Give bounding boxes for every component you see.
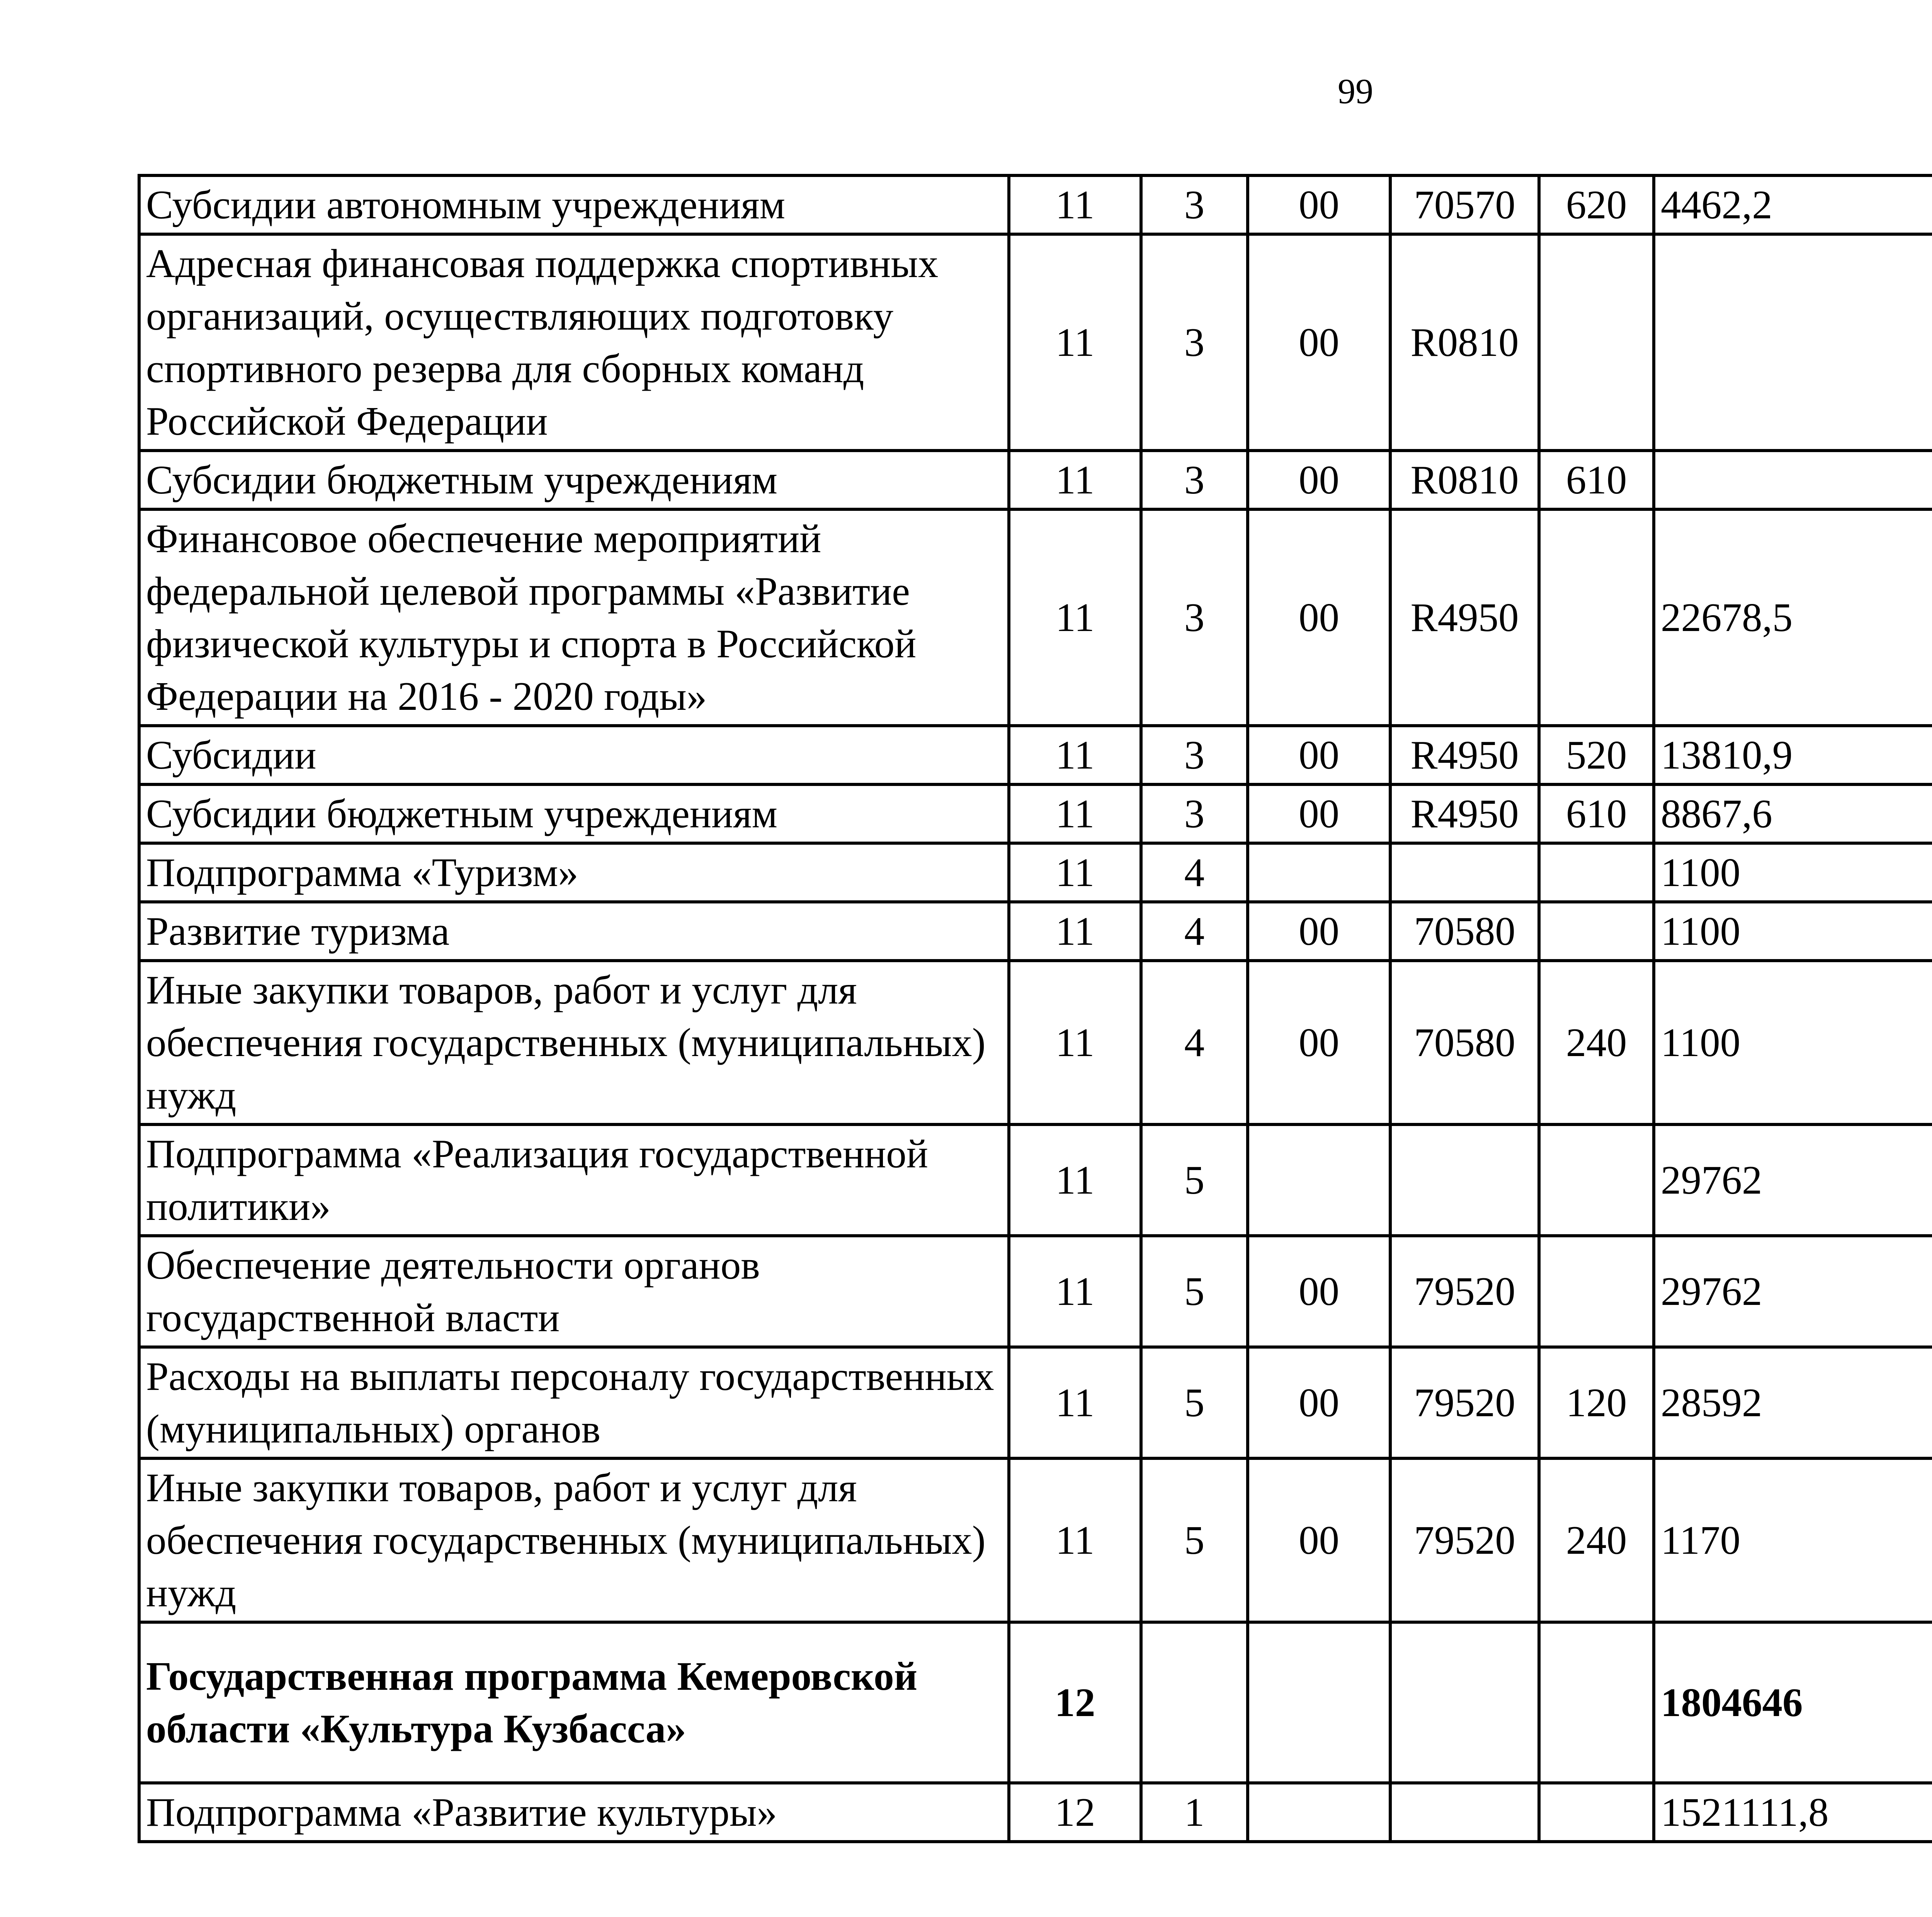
row-name: Обеспечение деятельности органов государственной власти [139,1236,1009,1347]
direction-code [1390,1124,1539,1236]
expense-type-code [1539,902,1654,961]
section-code: 11 [1009,843,1141,902]
amount-year-1: 1170 [1654,1458,1932,1622]
direction-code: 79520 [1390,1347,1539,1458]
table-row [139,234,1932,451]
program-code: 00 [1248,902,1390,961]
row-name: Иные закупки товаров, работ и услуг для обеспечения государственных (муниципальных) нужд [139,961,1009,1124]
expense-type-code [1539,1236,1654,1347]
program-code [1248,1622,1390,1783]
subsection-code: 5 [1141,1236,1248,1347]
section-code: 11 [1009,1458,1141,1622]
expense-type-code: 610 [1539,784,1654,843]
table-row [139,902,1932,961]
program-code: 00 [1248,1347,1390,1458]
table-row [139,843,1932,902]
table-row [139,1347,1932,1458]
row-name: Субсидии бюджетным учреждениям [139,784,1009,843]
row-name: Финансовое обеспечение мероприятий федеральной целевой программы «Развитие физической культуры и спорта в Российской Федерации на 2016 - 2020 годы» [139,509,1009,726]
program-code [1248,843,1390,902]
amount-year-1: 13810,9 [1654,726,1932,784]
section-code: 11 [1009,726,1141,784]
table-row [139,1124,1932,1236]
direction-code [1390,843,1539,902]
amount-year-1: 4462,2 [1654,175,1932,234]
subsection-code: 3 [1141,234,1248,451]
amount-year-1: 22678,5 [1654,509,1932,726]
program-code: 00 [1248,509,1390,726]
amount-year-1 [1654,234,1932,451]
table-row [139,1236,1932,1347]
direction-code: 79520 [1390,1236,1539,1347]
subsection-code: 3 [1141,784,1248,843]
table-row [139,1458,1932,1622]
table-row [139,175,1932,234]
subsection-code: 3 [1141,451,1248,509]
page-number: 99 [1338,71,1373,111]
budget-table [138,174,1932,1843]
table-row [139,784,1932,843]
amount-year-1: 29762 [1654,1124,1932,1236]
amount-year-1: 1521111,8 [1654,1783,1932,1842]
amount-year-1: 8867,6 [1654,784,1932,843]
subsection-code: 5 [1141,1124,1248,1236]
expense-type-code: 520 [1539,726,1654,784]
row-name: Иные закупки товаров, работ и услуг для обеспечения государственных (муниципальных) нужд [139,1458,1009,1622]
direction-code: 70570 [1390,175,1539,234]
table-row [139,1783,1932,1842]
section-code: 11 [1009,1124,1141,1236]
amount-year-1 [1654,451,1932,509]
subsection-code: 5 [1141,1458,1248,1622]
expense-type-code: 240 [1539,1458,1654,1622]
subsection-code: 4 [1141,961,1248,1124]
subsection-code: 3 [1141,509,1248,726]
direction-code [1390,1783,1539,1842]
subsection-code: 3 [1141,726,1248,784]
program-code [1248,1124,1390,1236]
row-name: Субсидии [139,726,1009,784]
subsection-code: 5 [1141,1347,1248,1458]
table-row-program-total [139,1622,1932,1783]
amount-year-1: 1100 [1654,961,1932,1124]
table-row [139,961,1932,1124]
table-row [139,509,1932,726]
expense-type-code [1539,1783,1654,1842]
program-code: 00 [1248,451,1390,509]
table-row [139,451,1932,509]
expense-type-code [1539,509,1654,726]
direction-code: R0810 [1390,234,1539,451]
direction-code: R4950 [1390,509,1539,726]
direction-code [1390,1622,1539,1783]
section-code: 12 [1009,1622,1141,1783]
section-code: 11 [1009,784,1141,843]
expense-type-code: 240 [1539,961,1654,1124]
section-code: 11 [1009,509,1141,726]
amount-year-1: 1100 [1654,843,1932,902]
row-name: Адресная финансовая поддержка спортивных организаций, осуществляющих подготовку спортивного резерва для сборных команд Российской Федерации [139,234,1009,451]
expense-type-code [1539,234,1654,451]
section-code: 11 [1009,175,1141,234]
direction-code: R0810 [1390,451,1539,509]
expense-type-code: 620 [1539,175,1654,234]
expense-type-code [1539,1124,1654,1236]
direction-code: 79520 [1390,1458,1539,1622]
section-code: 12 [1009,1783,1141,1842]
subsection-code: 3 [1141,175,1248,234]
amount-year-1: 1100 [1654,902,1932,961]
section-code: 11 [1009,234,1141,451]
row-name: Развитие туризма [139,902,1009,961]
subsection-code: 1 [1141,1783,1248,1842]
direction-code: 70580 [1390,961,1539,1124]
row-name: Расходы на выплаты персоналу государственных (муниципальных) органов [139,1347,1009,1458]
program-code: 00 [1248,175,1390,234]
direction-code: R4950 [1390,726,1539,784]
subsection-code: 4 [1141,843,1248,902]
program-code [1248,1783,1390,1842]
expense-type-code: 610 [1539,451,1654,509]
direction-code: R4950 [1390,784,1539,843]
subsection-code: 4 [1141,902,1248,961]
amount-year-1: 28592 [1654,1347,1932,1458]
row-name: Субсидии бюджетным учреждениям [139,451,1009,509]
section-code: 11 [1009,961,1141,1124]
amount-year-1: 1804646 [1654,1622,1932,1783]
program-code: 00 [1248,726,1390,784]
section-code: 11 [1009,451,1141,509]
program-code: 00 [1248,1458,1390,1622]
expense-type-code [1539,1622,1654,1783]
table-row [139,726,1932,784]
section-code: 11 [1009,902,1141,961]
row-name: Государственная программа Кемеровской области «Культура Кузбасса» [139,1622,1009,1783]
subsection-code [1141,1622,1248,1783]
amount-year-1: 29762 [1654,1236,1932,1347]
program-code: 00 [1248,234,1390,451]
section-code: 11 [1009,1347,1141,1458]
expense-type-code: 120 [1539,1347,1654,1458]
section-code: 11 [1009,1236,1141,1347]
expense-type-code [1539,843,1654,902]
row-name: Субсидии автономным учреждениям [139,175,1009,234]
row-name: Подпрограмма «Реализация государственной политики» [139,1124,1009,1236]
program-code: 00 [1248,961,1390,1124]
row-name: Подпрограмма «Туризм» [139,843,1009,902]
row-name: Подпрограмма «Развитие культуры» [139,1783,1009,1842]
program-code: 00 [1248,784,1390,843]
program-code: 00 [1248,1236,1390,1347]
direction-code: 70580 [1390,902,1539,961]
